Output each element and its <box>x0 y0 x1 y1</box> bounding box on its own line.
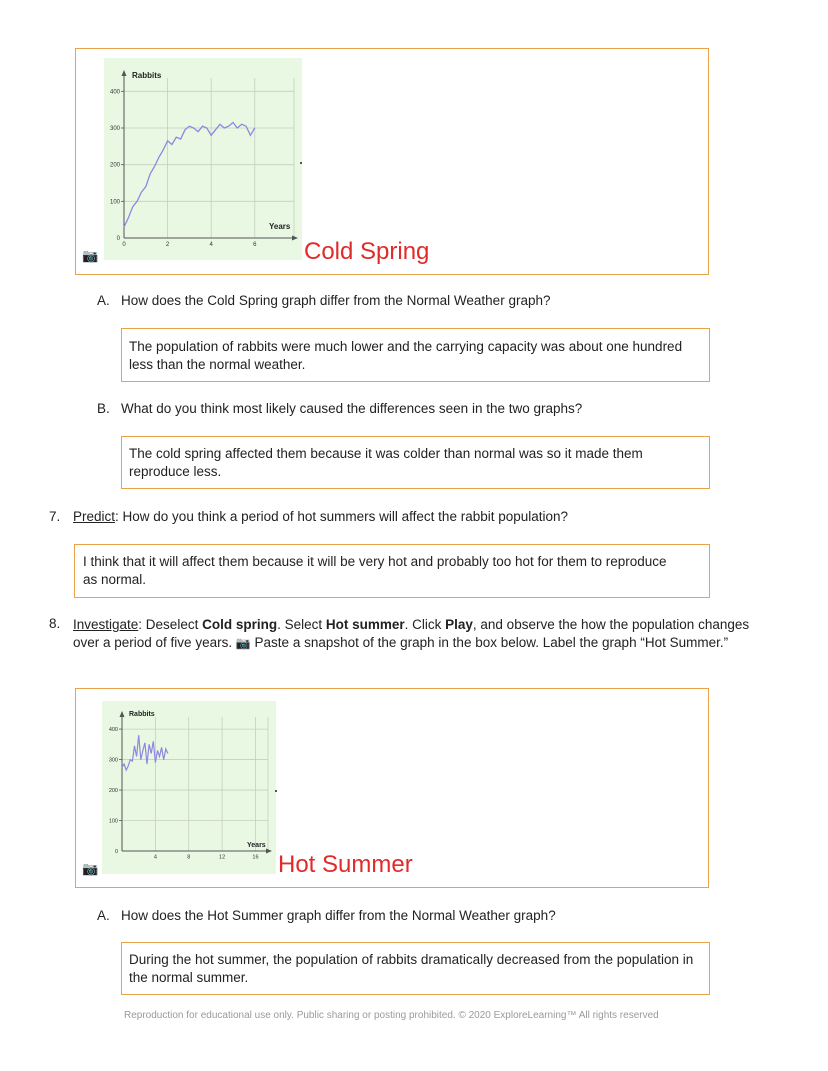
cold-spring-chart <box>104 58 302 260</box>
x-axis-label: Years <box>247 842 266 849</box>
question-7-keyword: Predict <box>73 509 116 524</box>
x-axis-label: Years <box>269 222 291 231</box>
y-axis-arrow <box>122 70 127 76</box>
y-tick-label: 100 <box>108 818 118 825</box>
hot-summer-label: Hot Summer <box>278 851 413 878</box>
camera-icon[interactable]: 📷 <box>235 636 251 650</box>
x-tick-label: 2 <box>165 242 170 248</box>
y-tick-label: 300 <box>108 757 118 764</box>
question-6a-label: A. <box>97 293 110 308</box>
population-line <box>122 735 168 770</box>
hot-summer-chart <box>102 701 276 874</box>
question-8a-label: A. <box>97 908 110 923</box>
question-7-number: 7. <box>49 509 61 524</box>
cold-spring-graph-panel <box>104 58 302 260</box>
y-tick-label: 100 <box>109 199 120 206</box>
y-tick-label: 200 <box>109 162 120 169</box>
question-6a-text: How does the Cold Spring graph differ from the Normal Weather graph? <box>121 293 551 308</box>
x-tick-label: 16 <box>252 854 259 861</box>
camera-icon[interactable]: 📷 <box>82 248 99 263</box>
hot-summer-graph-panel <box>102 701 276 874</box>
x-tick-label: 6 <box>253 242 257 248</box>
answer-8a-text: During the hot summer, the population of rabbits dramatically decreased from the population in the normal summer. <box>129 952 694 985</box>
x-axis-arrow <box>292 236 298 241</box>
x-tick-label: 8 <box>187 854 191 861</box>
y-axis-label: Rabbits <box>132 71 162 80</box>
camera-icon[interactable]: 📷 <box>82 861 99 876</box>
footer-copyright: Reproduction for educational use only. Public sharing or posting prohibited. © 2020 ExploreLearning™ All rights reserved <box>124 1010 659 1021</box>
cold-spring-label: Cold Spring <box>304 238 430 265</box>
x-axis-arrow <box>266 849 272 854</box>
question-6b-text: What do you think most likely caused the differences seen in the two graphs? <box>121 401 583 416</box>
answer-6a-text: The population of rabbits were much lower and the carrying capacity was about one hundred less than the normal weather. <box>129 339 683 372</box>
answer-7-text: I think that it will affect them because it will be very hot and probably too hot for them to reproduce as normal. <box>83 554 667 587</box>
x-tick-label: 12 <box>219 854 226 861</box>
question-6b-label: B. <box>97 401 110 416</box>
question-8a-text: How does the Hot Summer graph differ from the Normal Weather graph? <box>121 908 556 923</box>
x-tick-label: 4 <box>153 854 157 861</box>
y-tick-label: 400 <box>109 89 120 96</box>
y-axis-arrow <box>120 711 125 717</box>
question-7-text <box>73 509 568 524</box>
y-axis-label: Rabbits <box>129 711 155 718</box>
y-tick-label: 0 <box>116 236 120 242</box>
population-line <box>124 123 255 228</box>
x-tick-label: 0 <box>122 242 126 248</box>
y-tick-label: 200 <box>108 788 118 795</box>
y-tick-label: 0 <box>114 849 118 855</box>
answer-6b-text: The cold spring affected them because it was colder than normal was so it made them reproduce less. <box>129 446 643 479</box>
graph1-dot <box>300 162 302 164</box>
x-tick-label: 4 <box>209 242 213 248</box>
graph2-dot <box>275 790 277 792</box>
y-tick-label: 400 <box>108 727 118 734</box>
y-tick-label: 300 <box>109 126 120 132</box>
question-8-text: Investigate: Deselect Cold spring. Select Hot summer. Click Play, and observe the how the population changes over a period of five years. 📷 Paste a snapshot of the graph in the box below. Label the graph “Hot Summer.” <box>73 617 750 650</box>
question-7-body: : How do you think a period of hot summers will affect the rabbit population? <box>115 509 569 524</box>
question-8-number: 8. <box>49 616 61 631</box>
question-8-keyword: Investigate <box>73 617 139 632</box>
